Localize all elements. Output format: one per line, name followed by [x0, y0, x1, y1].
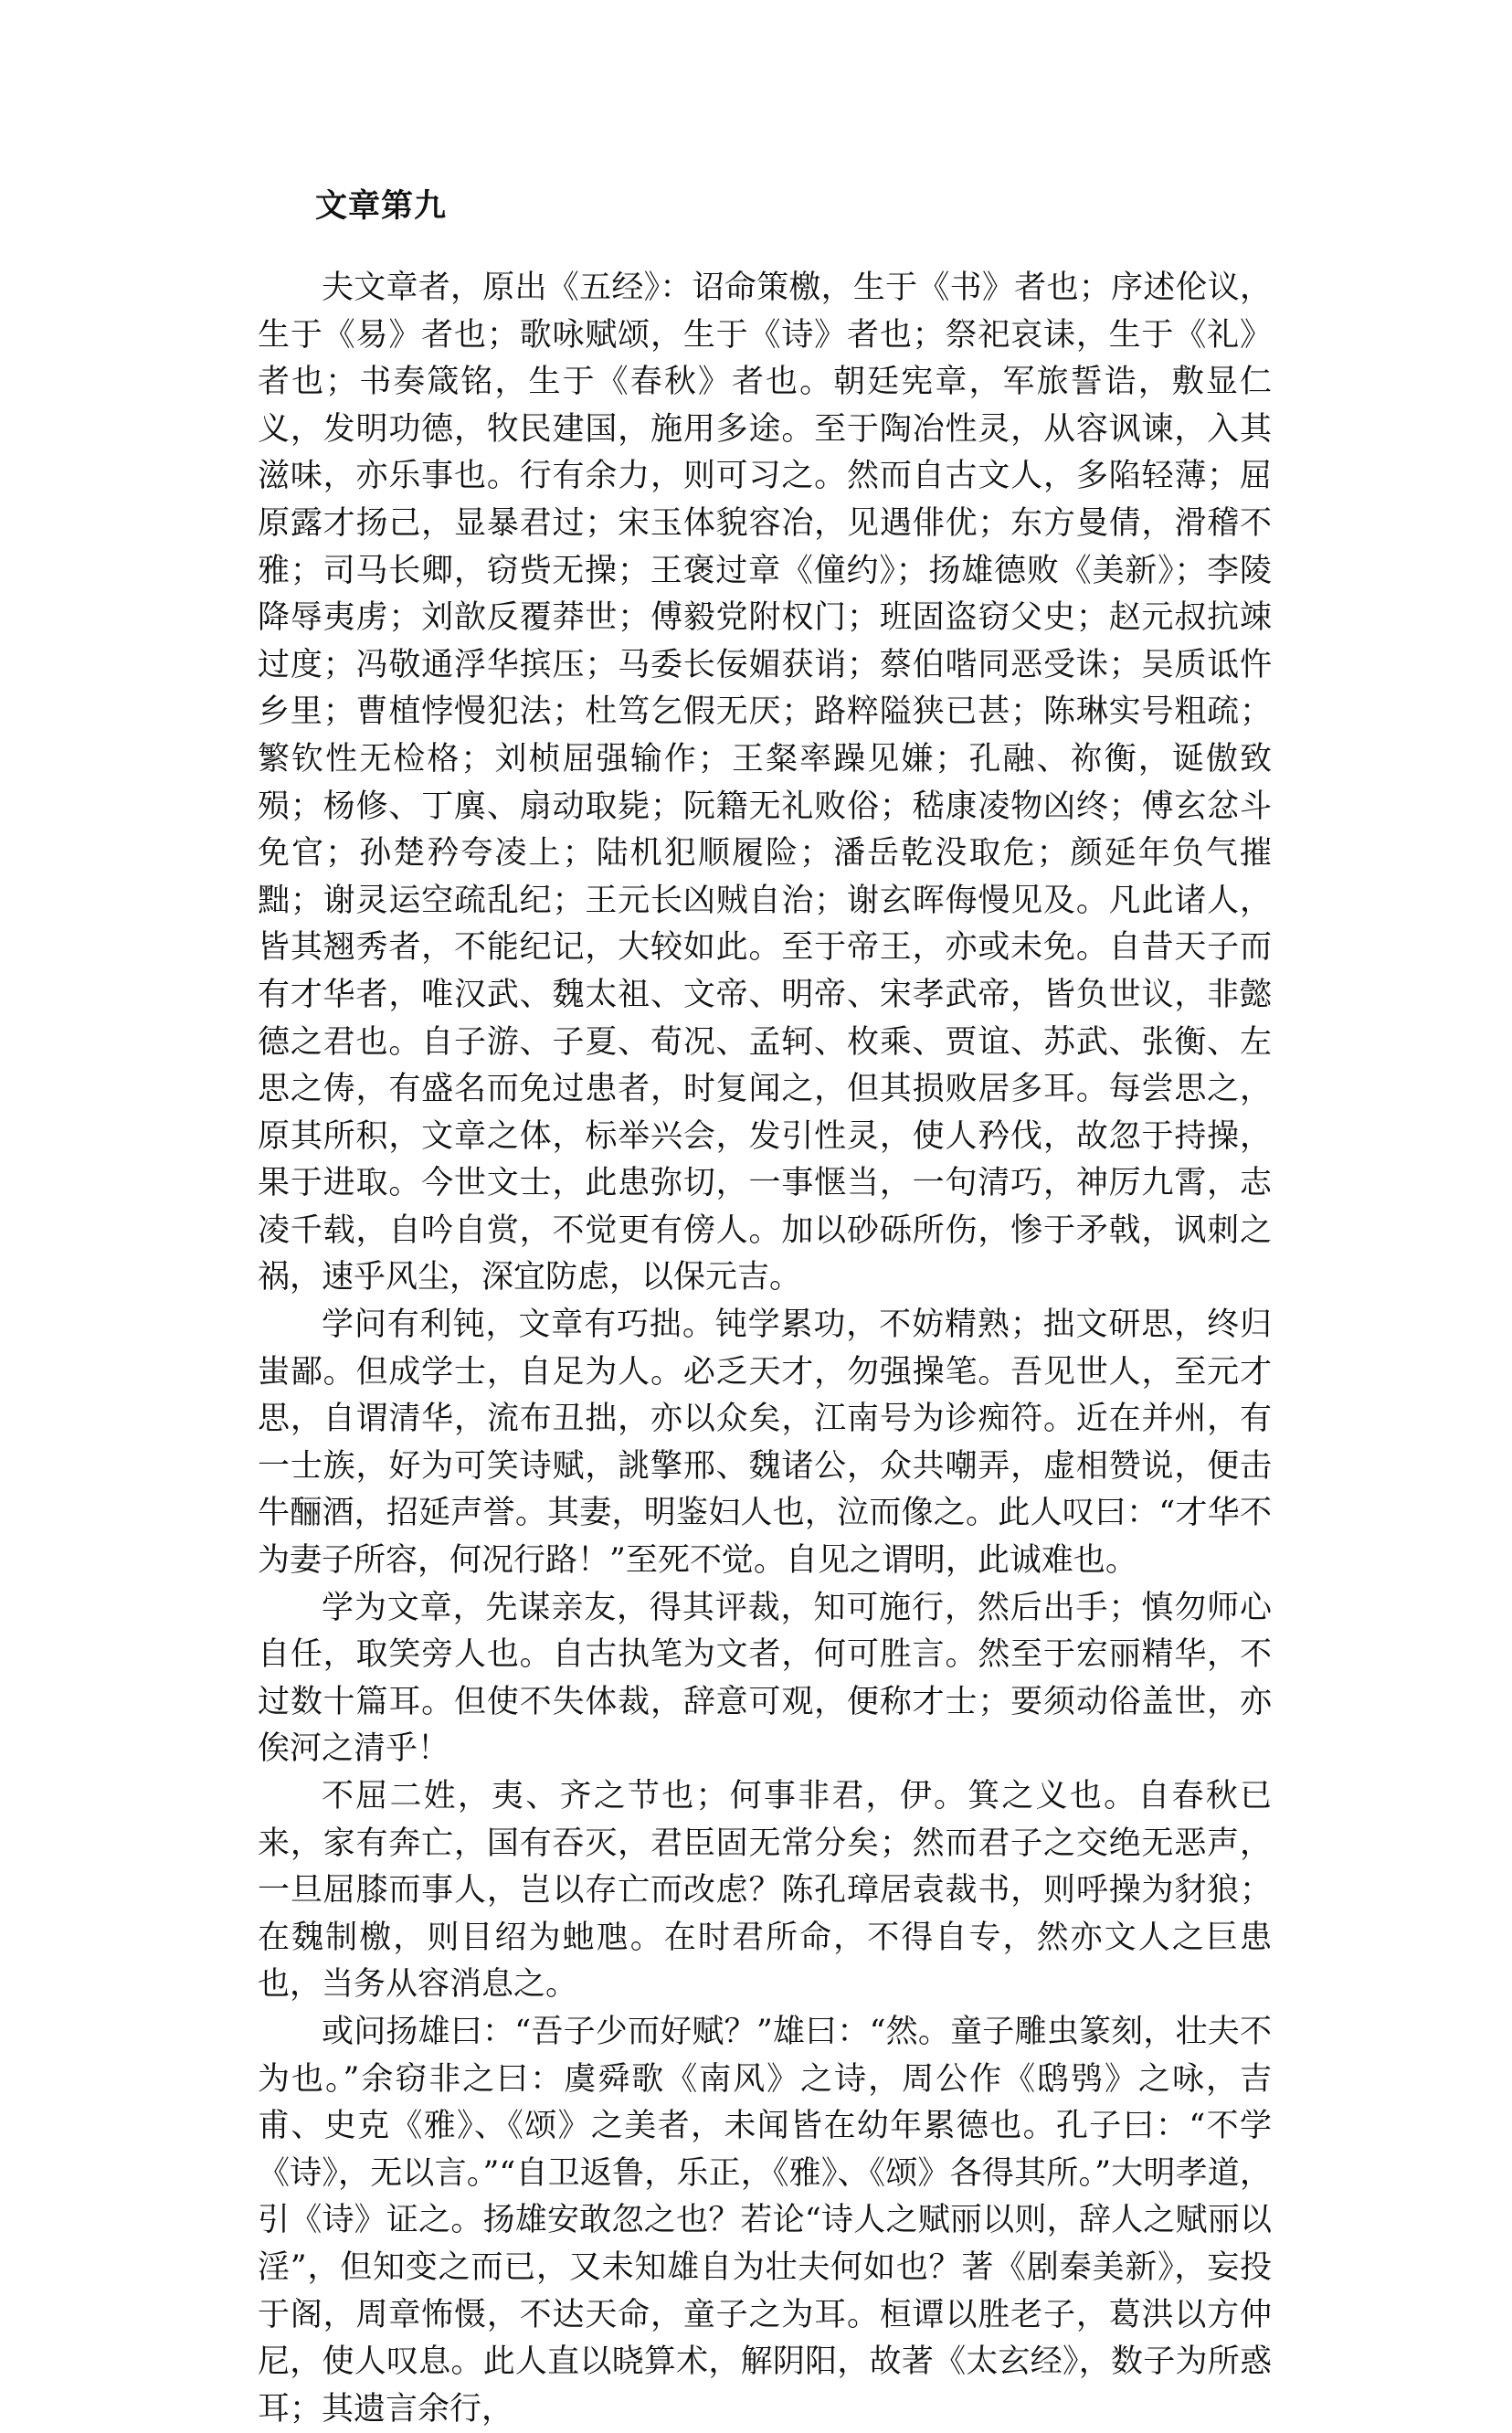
paragraph-2: 学问有利钝，文章有巧拙。钝学累功，不妨精熟；拙文研思，终归蚩鄙。但成学士，自足为人。必乏天才，勿强操笔。吾见世人，至元才思，自谓清华，流布丑拙，亦以众矣，江南号为诊痴符。近在并州，有一士族，好为可笑诗赋，誂擎邢、魏诸公，众共嘲弄，虚相赞说，便击牛酾酒，招延声誉。其妻，明鉴妇人也，泣而像之。此人叹曰：“才华不为妻子所容，何况行路！”至死不觉。自见之谓明，此诚难也。: [258, 1306, 1272, 1580]
paragraph-1: 夫文章者，原出《五经》：诏命策檄，生于《书》者也；序述伦议，生于《易》者也；歌咏赋颂，生于《诗》者也；祭祀哀诔，生于《礼》者也；书奏箴铭，生于《春秋》者也。朝廷宪章，军旅誓诰，敷显仁义，发明功德，牧民建国，施用多途。至于陶冶性灵，从容讽谏，入其滋味，亦乐事也。行有余力，则可习之。然而自古文人，多陷轻薄；屈原露才扬己，显暴君过；宋玉体貌容冶，见遇俳优；东方曼倩，滑稽不雅；司马长卿，窃赀无操；王褒过章《僮约》；扬雄德败《美新》；李陵降辱夷虏；刘歆反覆莽世；傅毅党附权门；班固盗窃父史；赵元叔抗竦过度；冯敬通浮华摈压；马委长佞媚获诮；蔡伯喈同恶受诛；吴质诋忤乡里；曹植悖慢犯法；杜笃乞假无厌；路粹隘狭已甚；陈琳实号粗疏；繁钦性无检格；刘桢屈强输作；王粲率躁见嫌；孔融、祢衡，诞傲致殒；杨修、丁廙、扇动取毙；阮籍无礼败俗；嵇康凌物凶终；傅玄忿斗免官；孙楚矜夸凌上；陆机犯顺履险；潘岳乾没取危；颜延年负气摧黜；谢灵运空疏乱纪；王元长凶贼自治；谢玄晖侮慢见及。凡此诸人，皆其翘秀者，不能纪记，大较如此。至于帝王，亦或未免。自昔天子而有才华者，唯汉武、魏太祖、文帝、明帝、宋孝武帝，皆负世议，非懿德之君也。自子游、子夏、荀况、孟轲、枚乘、贾谊、苏武、张衡、左思之俦，有盛名而免过患者，时复闻之，但其损败居多耳。每尝思之，原其所积，文章之体，标举兴会，发引性灵，使人矜伐，故忽于持操，果于进取。今世文士，此患弥切，一事惬当，一句清巧，神厉九霄，志凌千载，自吟自赏，不觉更有傍人。加以砂砾所伤，惨于矛戟，讽刺之祸，速乎风尘，深宜防虑，以保元吉。: [258, 270, 1272, 1296]
paragraph-4: 不屈二姓，夷、齐之节也；何事非君，伊。箕之义也。自春秋已来，家有奔亡，国有吞灭，君臣固无常分矣；然而君子之交绝无恶声，一旦屈膝而事人，岂以存亡而改虑？陈孔璋居袁裁书，则呼操为豺狼；在魏制檄，则目绍为虵虺。在时君所命，不得自专，然亦文人之巨患也，当务从容消息之。: [258, 1778, 1272, 2004]
paragraph-3: 学为文章，先谋亲友，得其评裁，知可施行，然后出手；慎勿师心自任，取笑旁人也。自古执笔为文者，何可胜言。然至于宏丽精华，不过数十篇耳。但使不失体裁，辞意可观，便称才士；要须动俗盖世，亦俟河之清乎！: [258, 1589, 1272, 1768]
chapter-title: 文章第九: [315, 188, 448, 225]
document-body: [258, 265, 1272, 2433]
paragraph-5: 或问扬雄曰：“吾子少而好赋？”雄曰：“然。童子雕虫篆刻，壮夫不为也。”余窃非之曰：虞舜歌《南风》之诗，周公作《鸱鸮》之咏，吉甫、史克《雅》、《颂》之美者，未闻皆在幼年累德也。孔子曰：“不学《诗》，无以言。”“自卫返鲁，乐正，《雅》、《颂》各得其所。”大明孝道，引《诗》证之。扬雄安敢忽之也？若论“诗人之赋丽以则，辞人之赋丽以淫”，但知变之而已，又未知雄自为壮夫何如也？著《剧秦美新》，妄投于阁，周章怖慑，不达天命，童子之为耳。桓谭以胜老子，葛洪以方仲尼，使人叹息。此人直以晓算术，解阴阳，故著《太玄经》，数子为所惑耳；其遗言余行，: [258, 2013, 1272, 2428]
